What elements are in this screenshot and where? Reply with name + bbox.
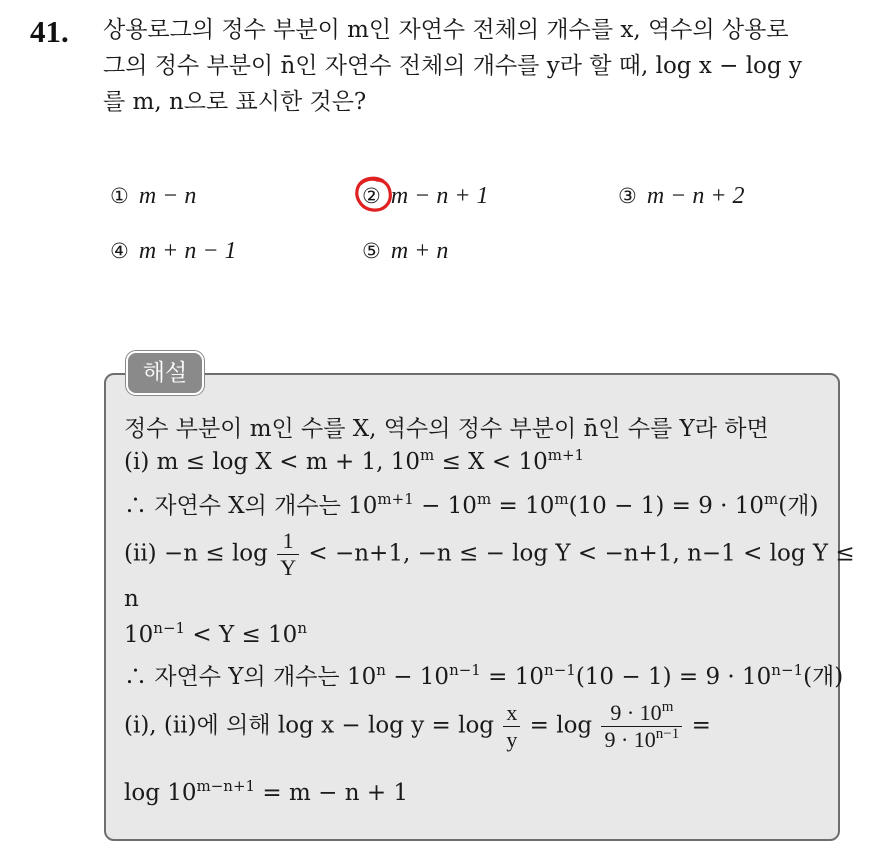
question-number: 41. bbox=[30, 14, 69, 49]
choice-3-number: ③ bbox=[618, 184, 637, 208]
question-line-3: 를 m, n으로 표시한 것은? bbox=[103, 89, 367, 115]
choice-5[interactable] bbox=[362, 238, 448, 265]
fraction-ratio: $\frac{9 \cdot 10^m}{9 \cdot 10^{n-1}}$ bbox=[601, 700, 682, 753]
choice-1-number: ① bbox=[110, 184, 129, 208]
choice-2-expression: m − n + 1 bbox=[390, 183, 489, 209]
choice-4[interactable] bbox=[110, 238, 237, 265]
question-text bbox=[103, 12, 863, 120]
solution-line-6: $10^{n-1} < Y \le 10^n$ bbox=[124, 619, 307, 648]
answer-circle-mark bbox=[353, 175, 395, 215]
choice-3[interactable] bbox=[618, 183, 745, 210]
fraction-1-over-y: $\frac{1}{Y}$ bbox=[277, 528, 299, 581]
solution-line-9: $\log 10^{m-n+1} = m - n + 1$ bbox=[124, 777, 409, 806]
choice-1-expression: m − n bbox=[138, 183, 197, 209]
choice-2-number: ② bbox=[362, 184, 381, 208]
choice-5-number: ⑤ bbox=[362, 239, 381, 263]
choice-4-number: ④ bbox=[110, 239, 129, 263]
solution-tag: 해설 bbox=[126, 351, 204, 395]
choice-3-expression: m − n + 2 bbox=[646, 183, 745, 209]
solution-box bbox=[104, 373, 840, 841]
choice-4-expression: m + n − 1 bbox=[138, 238, 237, 264]
question-line-1: 상용로그의 정수 부분이 m인 자연수 전체의 개수를 x, 역수의 상용로 bbox=[103, 17, 789, 43]
solution-line-4: (ii) −n ≤ log $\frac{1}{Y}$ < −n+1, −n ≤ − log Y < −n+1, n−1 < log Y ≤ bbox=[124, 528, 855, 580]
solution-line-1: 정수 부분이 m인 수를 X, 역수의 정수 부분이 n̄인 수를 Y라 하면 bbox=[124, 416, 769, 442]
choice-5-expression: m + n bbox=[390, 238, 449, 264]
solution-line-5: n bbox=[124, 586, 139, 612]
solution-line-8: (i), (ii)에 의해 log x − log y = log $\frac{x}{y}$ = log $\frac{9 \cdot 10^m}{9 \cdot 10^{n-1}}$ = bbox=[124, 699, 711, 752]
solution-line-7: ∴ 자연수 Y의 개수는 $10^n - 10^{n-1} = 10^{n-1}(10 - 1) = 9 \cdot 10^{n-1}$(개) bbox=[124, 661, 844, 690]
question-line-2: 그의 정수 부분이 n̄인 자연수 전체의 개수를 y라 할 때, log x − log y bbox=[103, 53, 802, 79]
solution-line-3: ∴ 자연수 X의 개수는 $10^{m+1} - 10^m = 10^m(10 - 1) = 9 \cdot 10^m$(개) bbox=[124, 490, 819, 519]
solution-line-2: (i) m ≤ log X < m + 1, $10^m \le X < 10^{m+1}$ bbox=[124, 446, 585, 475]
fraction-x-over-y: $\frac{x}{y}$ bbox=[503, 700, 520, 753]
choice-1[interactable] bbox=[110, 183, 196, 210]
